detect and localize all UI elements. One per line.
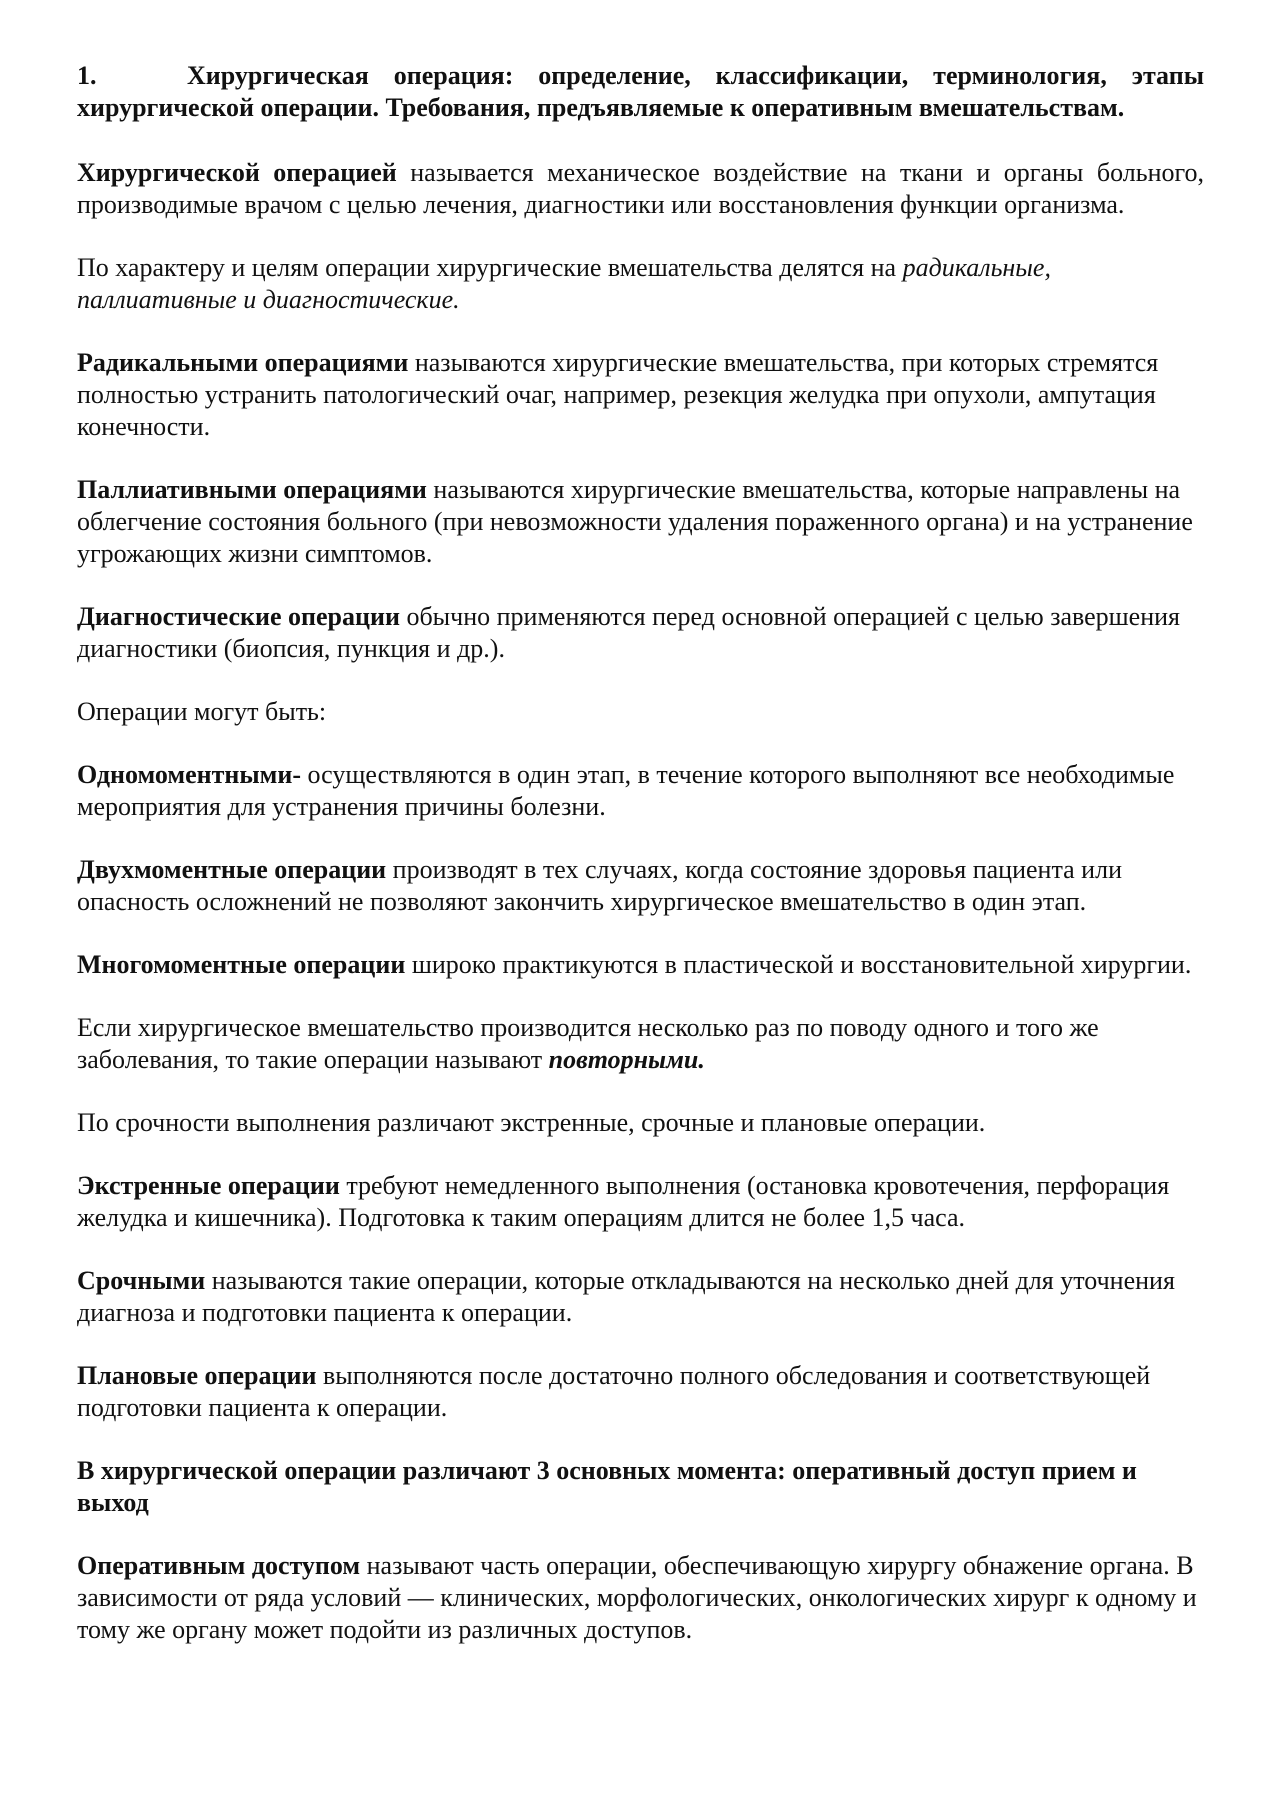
paragraph-access xyxy=(77,1550,1204,1646)
term: Диагностические операции xyxy=(77,602,400,631)
paragraph-text: называются хирургические вмешательства, при которых стремятся полностью устранить патологический очаг, например, резекция желудка при опухоли, ампутация конечности. xyxy=(77,348,1159,441)
paragraph-text: Если хирургическое вмешательство производится несколько раз по поводу одного и того же заболевания, то такие операции называют xyxy=(77,1013,1099,1074)
section-title: Хирургическая операция: определение, классификации, терминология, этапы хирургической операции. Требования, предъявляемые к оперативным вмешательствам. xyxy=(77,61,1204,122)
paragraph-purpose xyxy=(77,252,1204,316)
bold-text: В хирургической операции различают 3 основных момента: оперативный доступ прием и выход xyxy=(77,1456,1137,1517)
paragraph-text: обычно применяются перед основной операцией с целью завершения диагностики (биопсия, пункция и др.). xyxy=(77,602,1181,663)
paragraph-text: называются такие операции, которые откладываются на несколько дней для уточнения диагноза и подготовки пациента к операции. xyxy=(77,1266,1175,1327)
section-heading xyxy=(77,60,1204,124)
term: Экстренные операции xyxy=(77,1171,340,1200)
term: Паллиативными операциями xyxy=(77,475,427,504)
paragraph-can-be xyxy=(77,696,1204,728)
term: Радикальными операциями xyxy=(77,348,409,377)
paragraph-radical xyxy=(77,347,1204,443)
paragraph-text: широко практикуются в пластической и восстановительной хирургии. xyxy=(405,950,1192,979)
paragraph-moments xyxy=(77,1455,1204,1519)
term: Плановые операции xyxy=(77,1361,317,1390)
paragraph-diagnostic xyxy=(77,601,1204,665)
paragraph-text: По характеру и целям операции хирургические вмешательства делятся на xyxy=(77,253,903,282)
term: Одномоментными- xyxy=(77,760,302,789)
paragraph-two-stage xyxy=(77,854,1204,918)
term: Двухмоментные операции xyxy=(77,855,387,884)
paragraph-repeat xyxy=(77,1012,1204,1076)
paragraph-text: По срочности выполнения различают экстренные, срочные и плановые операции. xyxy=(77,1108,986,1137)
paragraph-definition xyxy=(77,157,1204,221)
paragraph-text: называются хирургические вмешательства, которые направлены на облегчение состояния больного (при невозможности удаления пораженного органа) и на устранение угрожающих жизни симптомов. xyxy=(77,475,1193,568)
term: Хирургической операцией xyxy=(77,158,397,187)
paragraph-text: называют часть операции, обеспечивающую хирургу обнажение органа. В зависимости от ряда условий — клинических, морфологических, онкологических хирург к одному и тому же органу может подойти из различных доступов. xyxy=(77,1551,1197,1644)
paragraph-urgency xyxy=(77,1107,1204,1139)
section-number: 1. xyxy=(77,61,97,90)
paragraph-text: требуют немедленного выполнения (остановка кровотечения, перфорация желудка и кишечника). Подготовка к таким операциям длится не более 1,5 часа. xyxy=(77,1171,1170,1232)
paragraph-planned xyxy=(77,1360,1204,1424)
term: повторными. xyxy=(548,1045,705,1074)
term: Срочными xyxy=(77,1266,206,1295)
paragraph-text: называется механическое воздействие на ткани и органы больного, производимые врачом с целью лечения, диагностики или восстановления функции организма. xyxy=(77,158,1205,219)
paragraph-text: производят в тех случаях, когда состояние здоровья пациента или опасность осложнений не позволяют закончить хирургическое вмешательство в один этап. xyxy=(77,855,1122,916)
paragraph-urgent xyxy=(77,1265,1204,1329)
paragraph-text: выполняются после достаточно полного обследования и соответствующей подготовки пациента к операции. xyxy=(77,1361,1151,1422)
term: Многомоментные операции xyxy=(77,950,406,979)
paragraph-multi-stage xyxy=(77,949,1204,981)
paragraph-text: осуществляются в один этап, в течение которого выполняют все необходимые мероприятия для устранения причины болезни. xyxy=(77,760,1175,821)
italic-text: радикальные, паллиативные и диагностические. xyxy=(77,253,1051,314)
paragraph-emergency xyxy=(77,1170,1204,1234)
paragraph-text: Операции могут быть: xyxy=(77,697,327,726)
paragraph-palliative xyxy=(77,474,1204,570)
term: Оперативным доступом xyxy=(77,1551,361,1580)
paragraph-one-stage xyxy=(77,759,1204,823)
